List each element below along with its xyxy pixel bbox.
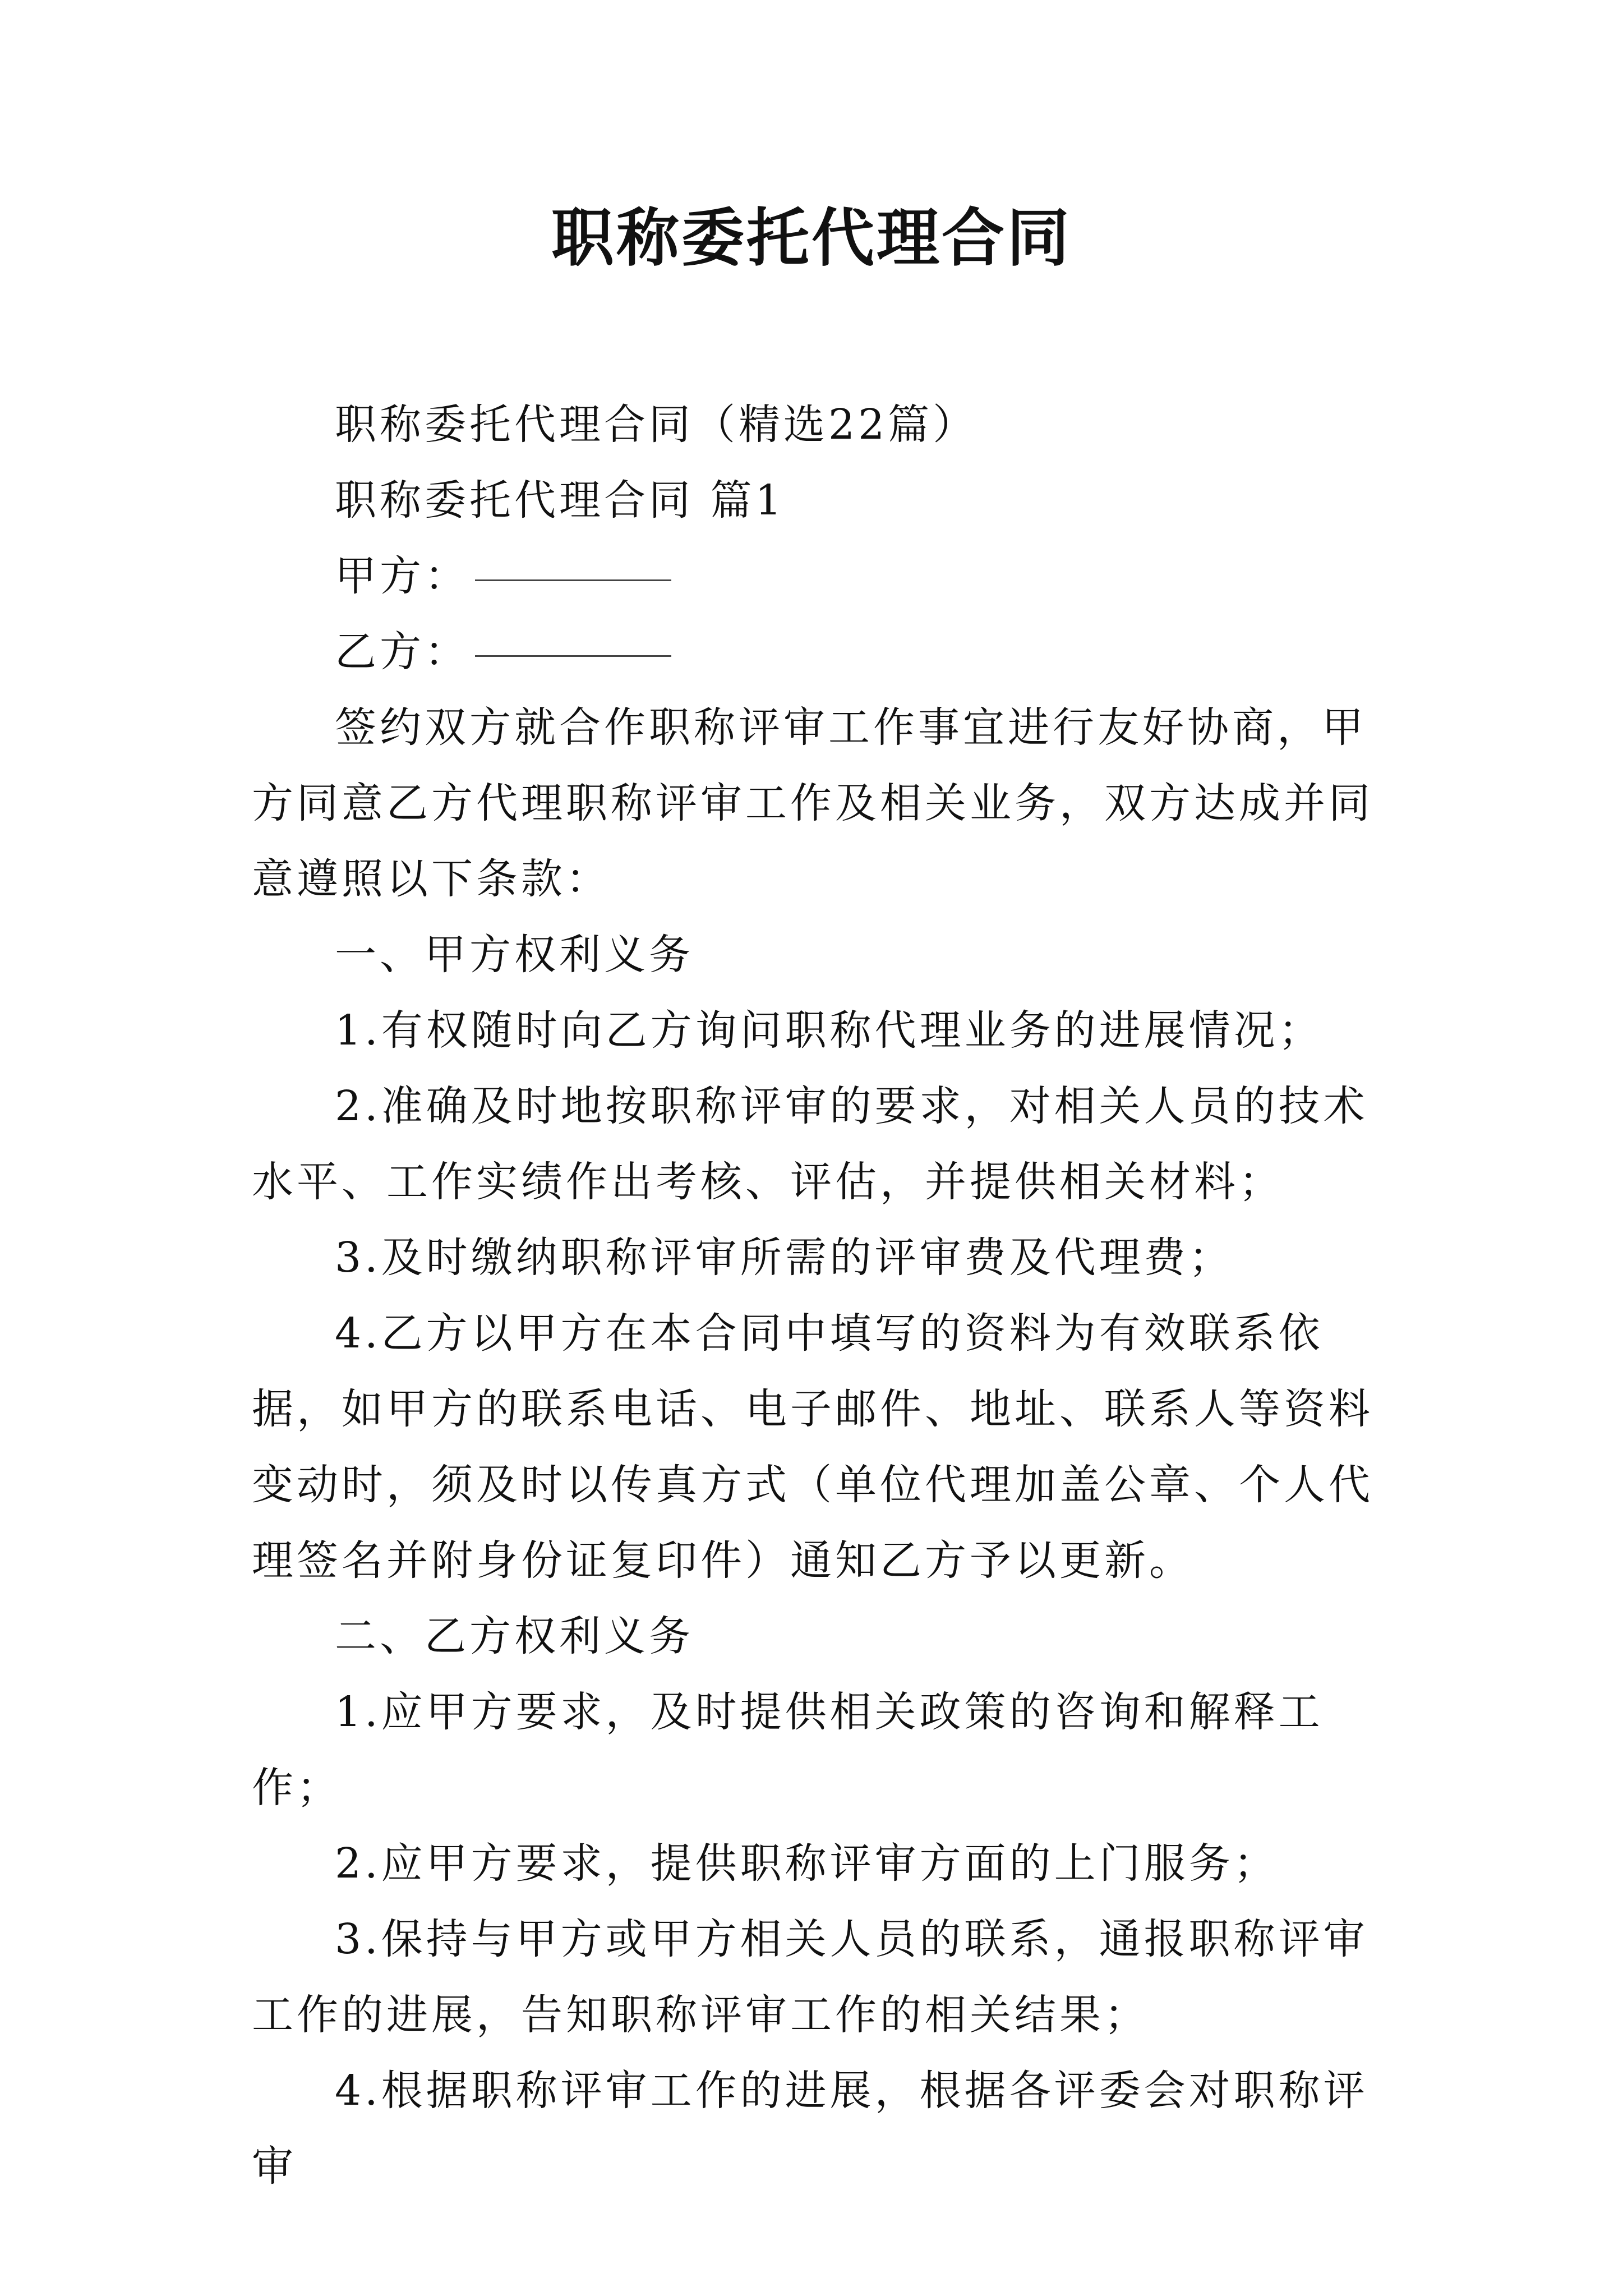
clause-b-4: 4.根据职称评审工作的进展，根据各评委会对职称评审	[252, 2067, 1368, 2191]
clause-a-4: 4.乙方以甲方在本合同中填写的资料为有效联系依据，如甲方的联系电话、电子邮件、地址、联系人等资料变动时，须及时以传真方式（单位代理加盖公章、个人代理签名并附身份证复印件）通知乙方予以更新。	[252, 1309, 1373, 1585]
paragraph-section-heading: 职称委托代理合同 篇1	[335, 476, 785, 524]
paragraph-subtitle: 职称委托代理合同（精选22篇）	[335, 401, 978, 449]
party-a-line	[252, 539, 1399, 614]
paragraph-preamble: 签约双方就合作职称评审工作事宜进行友好协商，甲方同意乙方代理职称评审工作及相关业务，双方达成并同意遵照以下条款：	[252, 703, 1373, 903]
party-b-label: 乙方：	[335, 628, 469, 676]
clause-b-2: 2.应甲方要求，提供职称评审方面的上门服务；	[335, 1839, 1279, 1888]
party-b-blank	[475, 653, 671, 657]
clause-a-3: 3.及时缴纳职称评审所需的评审费及代理费；	[335, 1234, 1234, 1282]
clause-a-2: 2.准确及时地按职称评审的要求，对相关人员的技术水平、工作实绩作出考核、评估，并提供相关材料；	[252, 1082, 1368, 1206]
heading-party-a-rights: 一、甲方权利义务	[335, 931, 694, 979]
document-body	[252, 387, 1399, 2205]
clause-a-1: 1.有权随时向乙方询问职称代理业务的进展情况；	[335, 1006, 1324, 1055]
party-a-label: 甲方：	[335, 552, 469, 600]
clause-b-1: 1.应甲方要求，及时提供相关政策的咨询和解释工作；	[252, 1688, 1324, 1812]
document-title: 职称委托代理合同	[551, 202, 1072, 275]
heading-party-b-rights: 二、乙方权利义务	[335, 1612, 694, 1660]
clause-b-3: 3.保持与甲方或甲方相关人员的联系，通报职称评审工作的进展，告知职称评审工作的相关结果；	[252, 1915, 1368, 2039]
party-b-line	[252, 614, 1399, 690]
party-a-blank	[475, 577, 671, 581]
